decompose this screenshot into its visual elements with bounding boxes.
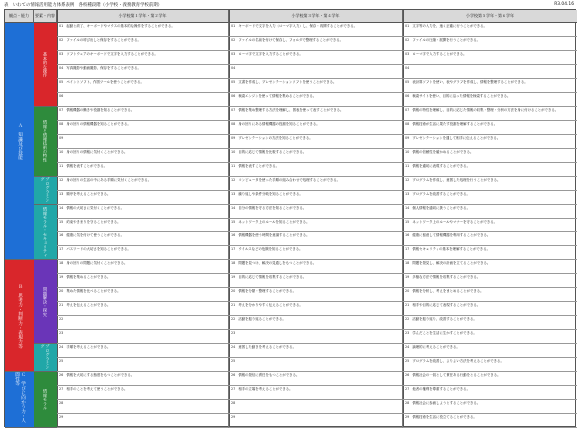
item-number: 12 xyxy=(231,177,236,182)
table-cell xyxy=(57,372,229,386)
item-number: 09 xyxy=(405,135,410,140)
table-cell xyxy=(403,414,577,428)
item-number: 02 xyxy=(405,37,410,42)
item-number: 19 xyxy=(405,275,410,280)
item-text: 情報社会の一員として責任ある行動をとることができる。 xyxy=(412,373,501,378)
table-cell xyxy=(403,107,577,121)
item-number: 08 xyxy=(231,121,236,126)
sub-information-moral xyxy=(34,372,57,428)
item-text: ペイントソフト、作図ツールを使うことができる。 xyxy=(66,79,144,84)
item-number: 11 xyxy=(231,163,236,168)
item-text: 情報を表すことができる。 xyxy=(238,163,280,168)
table-cell xyxy=(57,414,229,428)
table-cell xyxy=(57,344,229,358)
item-number: 11 xyxy=(59,163,64,168)
table-cell xyxy=(229,414,403,428)
table-cell xyxy=(403,121,577,135)
item-text: 情報セキュリティの基本を理解することができる。 xyxy=(412,247,490,252)
item-text: 情報の特性を理解し、目的に応じた情報の収集・整理・分析の方法を身に付けることができる。 xyxy=(412,107,559,112)
sub-problem-solving xyxy=(34,260,57,344)
table-cell xyxy=(229,386,403,400)
item-text: 順序を考えることができる。 xyxy=(66,191,111,196)
table-cell xyxy=(57,65,229,79)
item-number: 08 xyxy=(405,121,410,126)
item-number: 09 xyxy=(231,135,236,140)
item-number: 03 xyxy=(59,51,64,56)
item-text: 学んだことを生活に生かすことができる。 xyxy=(412,331,477,336)
table-cell xyxy=(57,400,229,414)
item-number: 21 xyxy=(231,303,236,308)
item-text: 意図した動きを考えることができる。 xyxy=(238,345,296,350)
table-cell xyxy=(229,316,403,330)
item-text: 相手や目的に応じて表現することができる。 xyxy=(412,303,481,308)
item-number: 11 xyxy=(405,163,410,168)
table-cell xyxy=(229,79,403,93)
item-text: 目的に応じて情報を比較することができる。 xyxy=(238,149,307,154)
item-number: 09 xyxy=(59,135,64,140)
item-text: ネットワーク上のルールを知ることができる。 xyxy=(238,219,310,224)
table-cell xyxy=(229,51,403,65)
item-number: 17 xyxy=(59,247,64,252)
item-number: 28 xyxy=(59,401,64,406)
item-text: 情報の発信に責任をもつことができる。 xyxy=(238,373,300,378)
table-cell xyxy=(229,400,403,414)
document-date: R3.04.16 xyxy=(554,2,574,7)
table-cell xyxy=(57,23,229,37)
table-cell xyxy=(57,288,229,302)
item-number: 26 xyxy=(231,373,236,378)
item-text: 情報を集めることができる。 xyxy=(66,275,111,280)
item-number: 06 xyxy=(405,93,410,98)
table-cell xyxy=(229,358,403,372)
item-text: ウイルスなどの危険を知ることができる。 xyxy=(238,247,303,252)
item-text: 相手の立場を考えることができる。 xyxy=(238,387,293,392)
item-text: 活動を振り返ることができる。 xyxy=(238,317,286,322)
item-text: プログラムを改善することができる。 xyxy=(412,191,470,196)
item-number: 21 xyxy=(59,303,64,308)
item-text: 身の回りの情報に気付くことができる。 xyxy=(66,149,128,154)
item-number: 08 xyxy=(59,121,64,126)
table-cell xyxy=(57,302,229,316)
sub-basic-operation xyxy=(34,23,57,107)
item-number: 21 xyxy=(405,303,410,308)
item-text: プレゼンテーションを通して相手に伝えることができる。 xyxy=(412,135,501,140)
item-number: 25 xyxy=(59,359,64,364)
item-number: 02 xyxy=(59,37,64,42)
band-label: Ａ 知識及び技能 xyxy=(17,122,23,160)
item-number: 05 xyxy=(59,79,64,84)
item-number: 04 xyxy=(405,65,410,70)
table-cell xyxy=(229,330,403,344)
item-number: 07 xyxy=(59,107,64,112)
table-cell xyxy=(403,205,577,219)
header-grade-5-6: 小学校第５学年・第６学年 xyxy=(403,10,577,23)
item-text: 約束やきまりを守ることができる。 xyxy=(66,219,121,224)
table-cell xyxy=(229,23,403,37)
item-text: 情報を大切にする態度をもつことができる。 xyxy=(66,373,135,378)
band-label: Ｂ 思考力・判断力・表現力等 xyxy=(17,283,23,348)
table-cell xyxy=(403,163,577,177)
item-text: キーボードで文字を入力（ローマ字入力）し、保存・再開することができる。 xyxy=(238,24,357,28)
item-number: 01 xyxy=(405,24,410,28)
item-number: 17 xyxy=(231,247,236,252)
item-text: 他者の権利を尊重することができる。 xyxy=(412,387,470,392)
item-number: 14 xyxy=(231,205,236,210)
table-cell xyxy=(403,274,577,288)
item-number: 13 xyxy=(405,191,410,196)
sub-label: 基本的な操作 xyxy=(43,51,48,77)
table-cell xyxy=(403,400,577,414)
item-text: 情報を適切に表現することができる。 xyxy=(412,163,470,168)
item-number: 27 xyxy=(405,387,410,392)
table-cell xyxy=(57,177,229,191)
table-cell xyxy=(229,274,403,288)
table-cell xyxy=(229,121,403,135)
table-cell xyxy=(403,93,577,107)
band-attitude xyxy=(5,372,34,428)
item-number: 06 xyxy=(231,93,236,98)
table-cell xyxy=(403,219,577,233)
item-number: 10 xyxy=(59,149,64,154)
table-cell xyxy=(229,205,403,219)
item-text: 目的に応じて情報を収集することができる。 xyxy=(238,275,307,280)
table-cell xyxy=(229,288,403,302)
item-number: 16 xyxy=(405,233,410,238)
item-number: 28 xyxy=(405,401,410,406)
item-text: 情報を表すことができる。 xyxy=(66,163,108,168)
item-text: 情報技術が生活に果たす役割を理解することができる。 xyxy=(412,121,498,126)
table-cell xyxy=(57,93,229,107)
table-cell xyxy=(57,121,229,135)
table-cell xyxy=(57,246,229,260)
header-grade-3-4: 小学校第３学年・第４学年 xyxy=(229,10,403,23)
table-cell xyxy=(229,302,403,316)
item-number: 26 xyxy=(405,373,410,378)
item-number: 17 xyxy=(405,247,410,252)
item-text: 検索エンジンを使って情報を集めることができる。 xyxy=(238,93,317,98)
sub-label: プログラミング xyxy=(40,176,51,202)
table-cell xyxy=(57,37,229,51)
table-cell xyxy=(403,135,577,149)
item-text: 起動と終了、キーボードやマウスの基本的な操作をすることができる。 xyxy=(66,24,175,28)
item-text: 情報の大切さに気付くことができる。 xyxy=(66,205,124,210)
item-number: 25 xyxy=(231,359,236,364)
item-text: 情報を集め整理する方法を理解し、図表を使って表すことができる。 xyxy=(238,107,344,112)
item-number: 19 xyxy=(59,275,64,280)
item-text: 多様な方法で情報を収集することができる。 xyxy=(412,275,481,280)
item-number: 14 xyxy=(405,205,410,210)
table-cell xyxy=(57,51,229,65)
table-cell xyxy=(403,386,577,400)
item-text: 問題を発見し、解決の計画を立てることができる。 xyxy=(412,261,491,266)
item-number: 04 xyxy=(59,65,64,70)
sub-label: プログラミング xyxy=(40,344,51,370)
table-cell xyxy=(229,65,403,79)
item-text: パスワードの大切さを知ることができる。 xyxy=(66,247,131,252)
item-number: 14 xyxy=(59,205,64,210)
item-text: 情報社会に参画しようとすることができる。 xyxy=(412,401,481,406)
item-text: 身の回りにある情報機器の役割を知ることができる。 xyxy=(238,121,320,126)
table-cell xyxy=(403,260,577,274)
item-number: 13 xyxy=(59,191,64,196)
table-cell xyxy=(229,246,403,260)
item-number: 06 xyxy=(59,93,64,98)
item-number: 02 xyxy=(231,37,236,42)
header-grade-1-2: 小学校第１学年・第２学年 xyxy=(57,10,229,23)
table-cell xyxy=(57,163,229,177)
item-number: 18 xyxy=(59,261,64,266)
table-cell xyxy=(403,372,577,386)
item-text: ファイルの呼び出しと保存をすることができる。 xyxy=(66,37,141,42)
item-text: 写真撮影や動画撮影、保存をすることができる。 xyxy=(66,65,141,70)
item-number: 13 xyxy=(231,191,236,196)
item-text: 表計算ソフトを使い、表やグラフを作成し、情報を整理することができる。 xyxy=(412,79,528,84)
item-number: 24 xyxy=(231,345,236,350)
item-number: 16 xyxy=(231,233,236,238)
item-number: 03 xyxy=(405,51,410,56)
item-number: 23 xyxy=(405,331,410,336)
table-cell xyxy=(229,135,403,149)
table-cell xyxy=(57,149,229,163)
document-title: 表 いわての情報活用能力体系表例 各校種段階（小学校・義務教育学校前期） xyxy=(4,3,163,8)
sub-programming-thinking xyxy=(34,344,57,372)
table-cell xyxy=(403,79,577,93)
item-number: 12 xyxy=(405,177,410,182)
item-text: ファイルの圧縮・展開を行うことができる。 xyxy=(412,37,481,42)
item-text: 検索サイトを使い、目的に沿った情報を検索することができる。 xyxy=(412,93,511,98)
item-number: 24 xyxy=(59,345,64,350)
item-number: 27 xyxy=(59,387,64,392)
table-cell xyxy=(403,358,577,372)
item-number: 05 xyxy=(405,79,410,84)
band-knowledge-skills xyxy=(5,23,34,260)
item-number: 04 xyxy=(231,65,236,70)
item-number: 23 xyxy=(231,331,236,336)
item-text: 個人情報を適切に扱うことができる。 xyxy=(412,205,470,210)
table-cell xyxy=(229,37,403,51)
table-cell xyxy=(57,316,229,330)
item-text: 身の回りの問題に気付くことができる。 xyxy=(66,261,128,266)
table-cell xyxy=(57,386,229,400)
item-text: 情報機器の働きや役割を知ることができる。 xyxy=(66,107,135,112)
item-number: 20 xyxy=(59,289,64,294)
item-text: 手順を考えることができる。 xyxy=(66,345,111,350)
table-cell xyxy=(57,219,229,233)
table-cell xyxy=(403,316,577,330)
item-text: 情報機器を使う時間を意識することができる。 xyxy=(238,233,310,238)
table-cell xyxy=(229,149,403,163)
item-number: 10 xyxy=(231,149,236,154)
item-number: 16 xyxy=(59,233,64,238)
item-text: 繰り返しや条件分岐を知ることができる。 xyxy=(238,191,303,196)
table-cell xyxy=(403,330,577,344)
header-element: 要素・内容 xyxy=(34,10,57,23)
item-text: 情報を分析し、考えをまとめることができる。 xyxy=(412,289,484,294)
band-thinking-judgment xyxy=(5,260,34,372)
item-number: 18 xyxy=(231,261,236,266)
item-number: 15 xyxy=(231,219,236,224)
item-number: 20 xyxy=(405,289,410,294)
item-number: 18 xyxy=(405,261,410,266)
table-cell xyxy=(403,288,577,302)
item-text: プログラムを作成し、意図した処理を行うことができる。 xyxy=(412,177,501,182)
sub-programming xyxy=(34,177,57,205)
item-text: ファイルの名前を付けて保存し、フォルダで整理することができる。 xyxy=(238,37,344,42)
item-text: 文書を作成し、プレゼンテーションソフトを使うことができる。 xyxy=(238,79,337,84)
item-text: 問題を見つけ、解決の見通しをもつことができる。 xyxy=(238,261,317,266)
item-text: 考えを伝えることができる。 xyxy=(66,303,111,308)
item-number: 29 xyxy=(405,415,410,420)
item-number: 03 xyxy=(231,51,236,56)
item-number: 28 xyxy=(231,401,236,406)
item-number: 07 xyxy=(405,107,410,112)
table-cell xyxy=(403,344,577,358)
item-number: 29 xyxy=(59,415,64,420)
item-text: 文字等の入力を、速く正確に行うことができる。 xyxy=(412,24,487,28)
table-cell xyxy=(403,232,577,246)
table-cell xyxy=(403,302,577,316)
sub-moral-security xyxy=(34,205,57,261)
item-number: 12 xyxy=(59,177,64,182)
item-text: ローマ字で文字を入力することができる。 xyxy=(238,51,303,56)
table-cell xyxy=(229,219,403,233)
table-cell xyxy=(403,37,577,51)
band-label: Ｃ 学びに向かう力・人間性等 xyxy=(14,372,26,423)
item-number: 26 xyxy=(59,373,64,378)
item-text: 集めた情報を比べることができる。 xyxy=(66,289,121,294)
item-number: 19 xyxy=(231,275,236,280)
item-number: 15 xyxy=(405,219,410,224)
table-cell xyxy=(403,177,577,191)
sub-label: 情報モラル・セキュリティ xyxy=(43,206,48,258)
table-cell xyxy=(229,107,403,121)
table-cell xyxy=(229,260,403,274)
table-cell xyxy=(229,163,403,177)
table-cell xyxy=(403,23,577,37)
table-cell xyxy=(229,93,403,107)
sub-label: 情報と情報技術の特性 xyxy=(43,120,48,163)
table-cell xyxy=(403,51,577,65)
item-text: 考えを分かりやすく伝えることができる。 xyxy=(238,303,303,308)
item-number: 07 xyxy=(231,107,236,112)
item-text: 活動を振り返り、改善することができる。 xyxy=(412,317,477,322)
table-cell xyxy=(57,107,229,121)
item-text: ソフトウェアのキーボードで文字を入力することができる。 xyxy=(66,51,158,56)
table-cell xyxy=(403,246,577,260)
table-cell xyxy=(229,372,403,386)
item-text: 健康に留意して情報機器を利用することができる。 xyxy=(412,233,491,238)
item-text: 情報技術を生活に役立てることができる。 xyxy=(412,415,477,420)
table-cell xyxy=(57,191,229,205)
competency-table xyxy=(4,9,576,427)
item-number: 22 xyxy=(231,317,236,322)
item-number: 10 xyxy=(405,149,410,154)
item-text: ローマ字で入力することができる。 xyxy=(412,51,467,56)
item-number: 22 xyxy=(59,317,64,322)
item-text: 情報を分類・整理することができる。 xyxy=(238,289,296,294)
table-cell xyxy=(57,79,229,93)
item-text: プレゼンテーションの方法を知ることができる。 xyxy=(238,135,313,140)
table-cell xyxy=(403,191,577,205)
table-cell xyxy=(57,135,229,149)
sub-information-characteristics xyxy=(34,107,57,177)
table-cell xyxy=(57,205,229,219)
item-number: 15 xyxy=(59,219,64,224)
item-number: 24 xyxy=(405,345,410,350)
table-cell xyxy=(403,65,577,79)
sub-label: 問題解決・探究 xyxy=(43,287,48,317)
table-cell xyxy=(229,232,403,246)
item-text: 相手のことを考えて使うことができる。 xyxy=(66,387,128,392)
table-cell xyxy=(57,232,229,246)
item-number: 23 xyxy=(59,331,64,336)
sub-label: 情報モラル xyxy=(43,389,48,411)
table-cell xyxy=(57,260,229,274)
table-cell xyxy=(229,177,403,191)
table-cell xyxy=(57,274,229,288)
header-aspect: 観点・能力 xyxy=(5,10,34,23)
item-text: 健康に気を付けて使うことができる。 xyxy=(66,233,124,238)
table-cell xyxy=(229,191,403,205)
table-cell xyxy=(57,330,229,344)
item-text: 自分の情報を守る方法を知ることができる。 xyxy=(238,205,307,210)
item-text: 情報の信頼性を確かめることができる。 xyxy=(412,149,474,154)
item-text: 論理的に考えることができる。 xyxy=(412,345,460,350)
item-number: 27 xyxy=(231,387,236,392)
item-number: 01 xyxy=(231,24,236,28)
table-cell xyxy=(403,149,577,163)
item-text: 身の回りの生活の中にある手順に気付くことができる。 xyxy=(66,177,152,182)
table-cell xyxy=(57,358,229,372)
item-number: 22 xyxy=(405,317,410,322)
item-number: 20 xyxy=(231,289,236,294)
item-number: 25 xyxy=(405,359,410,364)
item-number: 01 xyxy=(59,24,64,28)
item-text: コンピュータを使った手順の組み合わせで処理することができる。 xyxy=(238,177,341,182)
item-text: ネットワーク上のルールやマナーを守ることができる。 xyxy=(412,219,498,224)
table-cell xyxy=(229,344,403,358)
item-text: 身の回りの情報機器を知ることができる。 xyxy=(66,121,131,126)
item-number: 29 xyxy=(231,415,236,420)
item-number: 05 xyxy=(231,79,236,84)
item-text: プログラムを改善し、よりよい方法を考えることができる。 xyxy=(412,359,504,364)
